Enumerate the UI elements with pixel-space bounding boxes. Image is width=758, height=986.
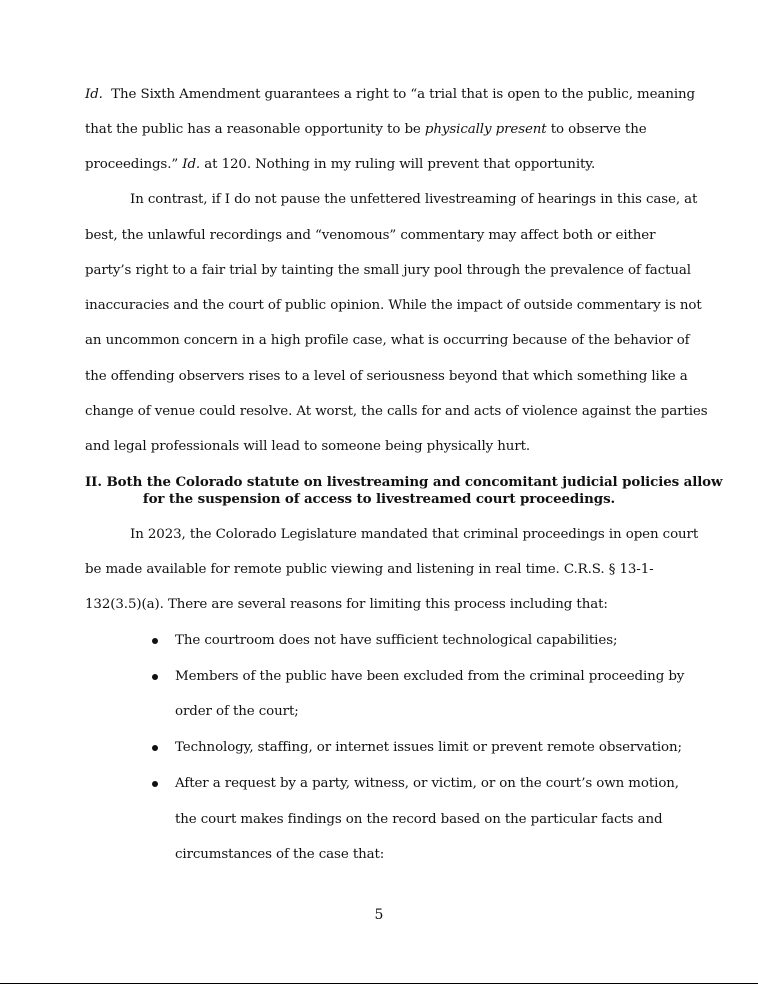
bullet-icon [152,745,158,751]
paragraph-1-line-1 [85,86,695,104]
bullet-item-text: the court makes findings on the record based on the particular facts and [175,812,663,827]
paragraph-2-line: inaccuracies and the court of public opinion. While the impact of outside commentary is not [85,298,702,313]
bullet-item-text: After a request by a party, witness, or victim, or on the court’s own motion, [175,776,679,791]
bullet-icon [152,674,158,680]
body-text: to observe the [546,122,647,137]
citation-id: Id. [85,87,103,102]
section-heading-line-1: II. Both the Colorado statute on livestreaming and concomitant judicial policies allow [85,474,723,490]
paragraph-3-line: In 2023, the Colorado Legislature mandated that criminal proceedings in open court [130,527,699,542]
bullet-item-text: The courtroom does not have sufficient technological capabilities; [175,633,618,648]
paragraph-1-line-3 [85,156,595,174]
section-heading-line-2: for the suspension of access to livestreamed court proceedings. [142,491,616,507]
bullet-item-text: Technology, staffing, or internet issues limit or prevent remote observation; [175,740,682,755]
paragraph-2-line: In contrast, if I do not pause the unfettered livestreaming of hearings in this case, at [130,192,698,207]
emphasis-text: physically present [424,122,547,137]
paragraph-2-line: an uncommon concern in a high profile case, what is occurring because of the behavior of [85,333,690,348]
bullet-item-text: order of the court; [175,704,299,719]
paragraph-2-line: party’s right to a fair trial by tainting the small jury pool through the prevalence of factual [85,263,691,278]
citation-id: Id. [182,157,201,172]
paragraph-1-line-2 [85,121,647,139]
paragraph-2-line: best, the unlawful recordings and “venomous” commentary may affect both or either [85,228,656,243]
paragraph-2-line: change of venue could resolve. At worst, the calls for and acts of violence against the parties [85,404,708,419]
bullet-item-text: circumstances of the case that: [175,847,385,862]
paragraph-3-line: 132(3.5)(a). There are several reasons for limiting this process including that: [85,597,608,612]
page-number: 5 [374,907,384,923]
body-text: that the public has a reasonable opportunity to be [85,122,425,137]
bullet-icon [152,638,158,644]
body-text: The Sixth Amendment guarantees a right to “a trial that is open to the public, meaning [111,87,696,102]
body-text: proceedings.” [85,157,183,172]
bullet-icon [152,781,158,787]
page-bottom-border [0,983,758,984]
paragraph-2-line: the offending observers rises to a level of seriousness beyond that which something like a [85,369,688,384]
bullet-item-text: Members of the public have been excluded from the criminal proceeding by [175,669,685,684]
paragraph-2-line: and legal professionals will lead to someone being physically hurt. [85,439,531,454]
body-text: at 120. Nothing in my ruling will prevent that opportunity. [200,157,596,172]
paragraph-3-line: be made available for remote public viewing and listening in real time. C.R.S. § 13-1- [85,562,654,577]
